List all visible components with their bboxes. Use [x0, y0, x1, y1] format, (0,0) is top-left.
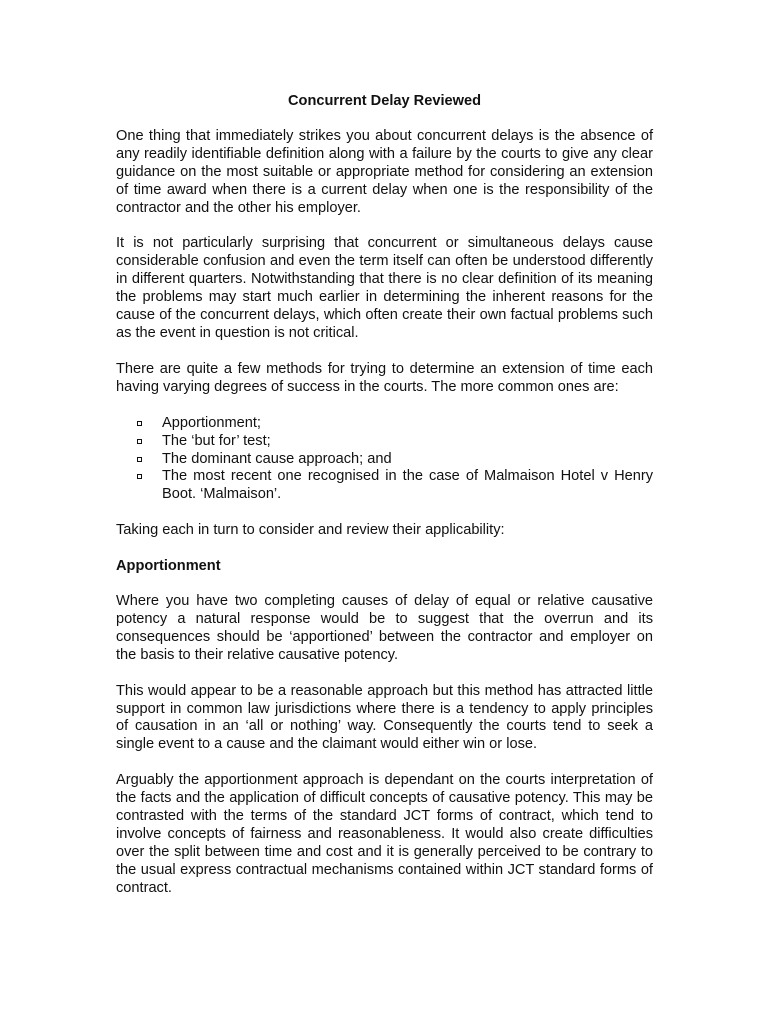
- square-bullet-icon: [137, 474, 142, 479]
- square-bullet-icon: [137, 457, 142, 462]
- list-item: [162, 451, 653, 469]
- transition-paragraph: Taking each in turn to consider and review their applicability:: [116, 522, 505, 539]
- document-title: Concurrent Delay Reviewed: [287, 93, 482, 109]
- section-paragraph-1: Where you have two completing causes of delay of equal or relative causative potency a natural response would be to suggest that the overrun and its consequences should be ‘apportioned’ between the contractor and employer on the basis to their relative causative potency.: [116, 593, 653, 663]
- list-item-text: The dominant cause approach; and: [162, 450, 392, 467]
- intro-paragraph-1: One thing that immediately strikes you about concurrent delays is the absence of any readily identifiable definition along with a failure by the courts to give any clear guidance on the most suitable or appropriate method for considering an extension of time award when there is a current delay when one is the responsibility of the contractor and the other his employer.: [116, 127, 653, 216]
- section-paragraph-3: Arguably the apportionment approach is dependant on the courts interpretation of the facts and the application of difficult concepts of causative potency. This may be contrasted with the terms of the standard JCT forms of contract, which tend to involve concepts of fairness and reasonableness. It would also create difficulties over the split between time and cost and it is generally perceived to be contrary to the usual express contractual mechanisms contained within JCT standard forms of contract.: [116, 772, 653, 896]
- intro-paragraph-2: It is not particularly surprising that concurrent or simultaneous delays cause considerable confusion and even the term itself can often be understood differently in different quarters. Notwithstanding that there is no clear definition of its meaning the problems may start much earlier in determining the inherent reasons for the cause of the concurrent delays, which often create their own factual problems such as the event in question is not critical.: [116, 235, 653, 341]
- section-heading: Apportionment: [116, 558, 221, 575]
- list-item: [162, 433, 653, 451]
- list-item-text: Apportionment;: [162, 414, 261, 431]
- list-item-text: The most recent one recognised in the case of Malmaison Hotel v Henry Boot. ‘Malmaison’.: [162, 468, 653, 503]
- square-bullet-icon: [137, 421, 142, 426]
- square-bullet-icon: [137, 439, 142, 444]
- list-item: [162, 415, 653, 433]
- intro-paragraph-3: There are quite a few methods for trying to determine an extension of time each having varying degrees of success in the courts. The more common ones are:: [116, 360, 653, 395]
- list-item-text: The ‘but for’ test;: [162, 432, 271, 449]
- section-paragraph-2: This would appear to be a reasonable approach but this method has attracted little support in common law jurisdictions where there is a tendency to apply principles of causation in an ‘all or nothing’ way. Consequently the courts tend to seek a single event to a cause and the claimant would either win or lose.: [116, 682, 653, 753]
- methods-list: [116, 415, 653, 505]
- list-item: [162, 468, 653, 504]
